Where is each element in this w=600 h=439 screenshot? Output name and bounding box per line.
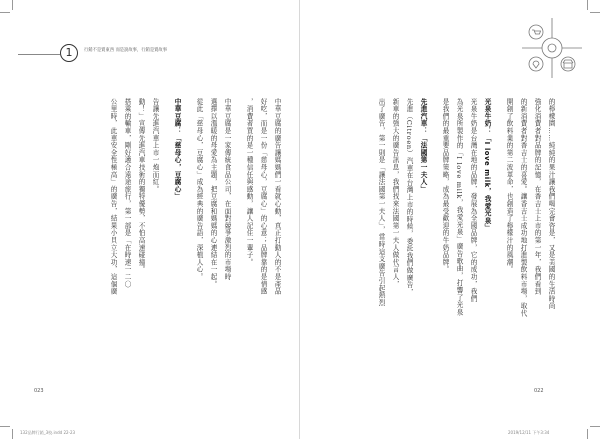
crop-mark [12,0,13,10]
crop-mark [12,429,13,439]
text-column: 新車的強大的廣告訊息，我們找來法國第一夫人做代言人， [391,98,399,288]
text-column: 強化消費者對品牌的記憶，在香吉士上市的第一年，我們看到 [533,98,541,296]
section-heading: 先進汽車：「法國第一夫人」 [419,98,427,193]
text-column: 動！」宣傳先進汽車技術的獨特優勢，不怕高速碰撞。 [137,98,145,274]
text-column: 好吃，而是一份「慈母心，豆腐心」的心意；品牌靠的是情感 [259,98,267,296]
text-column: ，消費者買的是一種信任與感動，讓人記住一輩子。 [245,98,253,266]
text-column: 出了廣告，第一則是「讓法國第一夫人」，當時這支廣告引起熱烈 [377,98,385,307]
circle-diagram-icon [542,38,562,58]
crop-mark [0,12,10,13]
crop-mark [590,12,600,13]
text-column: 先進（Citroen）汽車在台灣上市的時候，委託我們做廣告， [405,98,413,296]
shopping-cart-icon [529,25,543,39]
text-column: 的檸檬園……純純的果汁讓我們喝完會咨是，又是美國的生活時尚 [547,98,555,310]
print-slug-left: 132品牌行銷_3校.indd 22-23 [20,430,76,435]
crop-mark [587,0,588,10]
page-number: 023 [34,388,44,394]
map-pin-icon [529,57,543,71]
text-column: 告讓先進汽車上市一炮而紅。 [151,98,159,193]
chapter-number: 1 [60,44,78,62]
text-column: 開創了飲料業的第二波革命，也創造了檸檬汁的風潮。 [505,98,513,274]
crop-mark [587,429,588,439]
text-column: 中華豆腐是一家傳統食品公司，在面對競爭激烈的市場時 [223,98,231,281]
page-number: 022 [534,388,544,394]
text-column: 的新消費者對香吉士的喜愛。讓香吉士成功地打進製飲料市場，取代 [519,98,527,317]
text-column: 搭乘的輸車，剛好適合遠途旅行，第一部是「在時速一二〇 [123,98,131,288]
text-column: 選擇以溫暖的母愛為主題，把豆腐和媽媽的心連結在一起。 [209,98,217,288]
chapter-rule [18,54,60,55]
text-column: 公里時，此車安全性極高」的廣告，結果小貝立大功，這個廣 [109,98,117,296]
crop-mark [0,426,10,427]
text-column: 為光泉所製作的「I love milk，我愛光泉」廣告歌曲，打響了光泉 [455,98,463,316]
text-column: 從此「慈母心，豆腐心」成為經典的廣告語，深植人心。 [195,98,203,281]
text-column: 中華豆腐的廣告讓媽媽們一看就心動，真正打動人的不是產品 [273,98,281,296]
crop-mark [590,426,600,427]
decorative-icon-cluster [522,18,582,78]
section-heading: 光泉牛奶：「I love milk，我愛光泉」 [483,98,491,232]
section-heading: 中華豆腐：「慈母心，豆腐心」 [173,98,181,201]
print-slug-right: 2019/12/11 下午3:34 [508,430,550,435]
store-icon [561,57,575,71]
chapter-title: 行銷不是賣東西 而是說故事，行銷是賣故事 [84,48,168,53]
text-column: 是我們的最重要品牌策略，成為最受歡迎的牛奶品牌。 [441,98,449,274]
text-column: 光泉牛奶是台灣在地的品牌，發展為全國品牌，它的成功，我們 [469,98,477,303]
